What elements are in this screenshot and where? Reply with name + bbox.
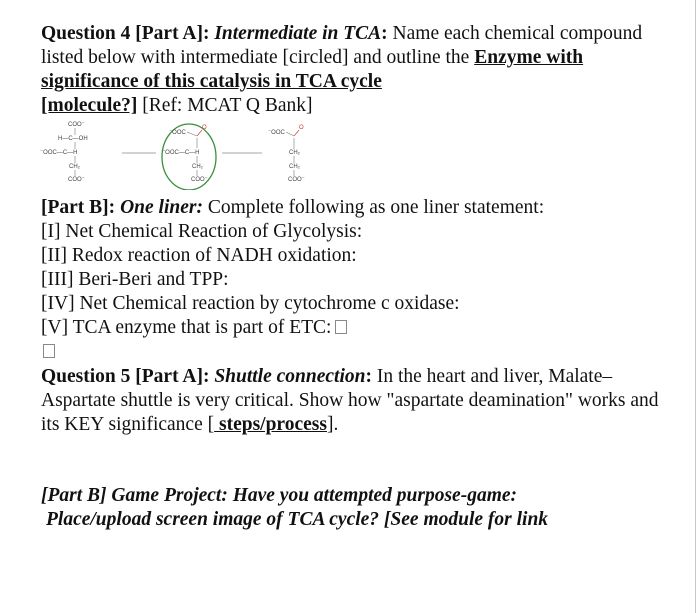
q5-steps-link[interactable]: steps/process [214,414,327,435]
q5-topic: Shuttle connection [214,366,366,387]
q5-title: Question 5 [Part A]: Shuttle connection: [41,366,372,387]
q5-text: In the heart and liver, Malate–Aspartate shuttle is very critical. Show how "aspartate deamination" works and its KEY significance [ [41,366,659,435]
molecule-3 [268,125,305,183]
q4-topic: Intermediate in TCA [214,23,382,44]
placeholder-box-icon-2 [43,344,55,358]
part-b-item-1: [I] Net Chemical Reaction of Glycolysis: [41,221,363,242]
part-b [41,196,681,364]
q4-title: Question 4 [Part A]: Intermediate in TCA: [41,23,388,44]
part-b-item-4: [IV] Net Chemical reaction by cytochrome c oxidase: [41,293,460,314]
one-liner-label: One liner: [120,197,203,218]
m1-c5: COO⁻ [68,177,85,183]
m3-top: ⁻OOC [268,130,285,136]
game-project-line-2: Place/upload screen image of TCA cycle? [See module for link [46,509,549,530]
tca-molecules-figure [30,118,330,190]
molecule-2 [162,125,208,183]
m2-c3: ⁻OOC—C—H [162,150,200,156]
question-5: Question 5 [Part A]: Shuttle connection: In the heart and liver, Malate–Aspartate shuttle is very critical. Show how "aspartate deamination" works and its KEY significance [ steps/process]. [41,366,659,435]
q4-ref: [Ref: MCAT Q Bank] [137,95,313,116]
m2-oxygen: O [202,125,207,131]
m3-c4: CH₂ [289,150,300,156]
game-project [41,484,686,532]
part-b-item-3: [III] Beri-Beri and TPP: [41,269,229,290]
m1-c2: H—C—OH [58,136,88,142]
m2-c4: CH₂ [192,164,203,170]
m2-c5: COO⁻ [191,177,208,183]
m3-c6: COO⁻ [288,177,305,183]
q4-text: Name each chemical compound listed below with intermediate [circled] and outline the [41,23,643,68]
m3-c5: CH₂ [289,164,300,170]
question-4 [41,22,681,118]
m1-c3: ⁻OOC—C—H [40,150,78,156]
placeholder-box-icon [335,320,347,334]
m3-oxygen: O [299,125,304,131]
m1-top: COO⁻ [68,122,85,128]
page-right-border [695,0,696,613]
m1-c4: CH₂ [69,164,80,170]
m2-top: ⁻OOC [169,130,186,136]
empty-line [41,340,681,364]
part-b-heading: [Part B]: One liner: Complete following as one liner statement: [41,197,545,218]
q4-molecule-link[interactable]: [molecule?] [41,95,138,116]
part-b-item-2: [II] Redox reaction of NADH oxidation: [41,245,357,266]
q4-enzyme-heading: Enzyme with significance of this catalysis in TCA cycle [41,47,584,92]
game-project-line-1: [Part B] Game Project: Have you attempted purpose-game: [41,485,518,506]
molecule-1 [40,122,88,183]
part-b-item-5: [V] TCA enzyme that is part of ETC: [41,316,681,340]
